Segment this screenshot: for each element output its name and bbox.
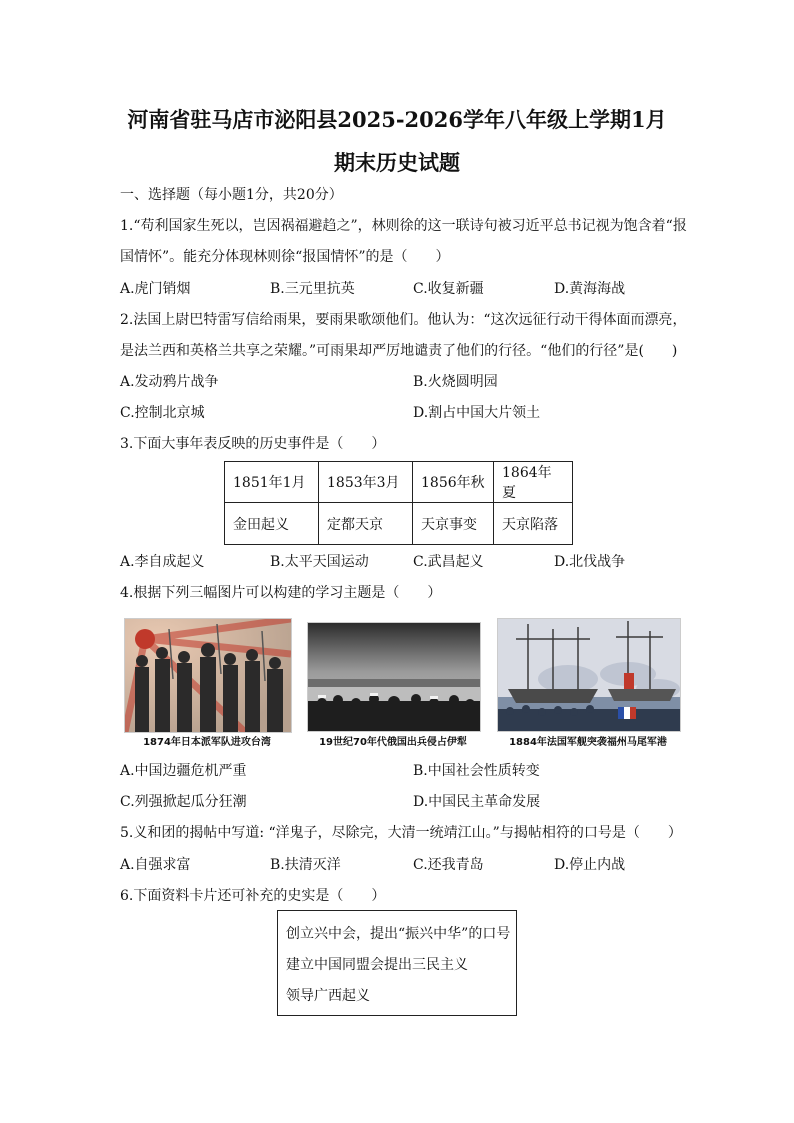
image-caption: 1874年日本派军队进攻台湾 — [143, 737, 271, 748]
image-caption: 19世纪70年代俄国出兵侵占伊犁 — [319, 737, 467, 748]
timeline-event: 定都天京 — [319, 503, 413, 545]
card-line: 领导广西起义 — [286, 988, 370, 1004]
image-caption: 1884年法国军舰突袭福州马尾军港 — [509, 737, 667, 748]
question-4-option-a[interactable]: A.中国边疆危机严重 — [120, 763, 247, 779]
question-4-option-c[interactable]: C.列强掀起瓜分狂潮 — [120, 794, 247, 810]
question-2-option-c[interactable]: C.控制北京城 — [120, 405, 205, 421]
question-5-option-b[interactable]: B.扶清灭洋 — [270, 857, 341, 873]
timeline-event: 天京陷落 — [494, 503, 573, 545]
question-1-option-a[interactable]: A.虎门销烟 — [120, 281, 191, 297]
question-5-stem: 5.义和团的揭帖中写道: “洋鬼子，尽除完，大清一统靖江山。”与揭帖相符的口号是（ ） — [120, 825, 682, 841]
question-3-stem: 3.下面大事年表反映的历史事件是（ ） — [120, 436, 386, 452]
question-2-option-a[interactable]: A.发动鸦片战争 — [120, 374, 219, 390]
french-warships-image — [497, 618, 681, 732]
question-3-option-c[interactable]: C.武昌起义 — [413, 554, 484, 570]
question-5-option-a[interactable]: A.自强求富 — [120, 857, 191, 873]
question-1-stem-line-1: 1.“苟利国家生死以，岂因祸福避趋之”，林则徐的这一联诗句被习近平总书记视为饱含着“报 — [120, 218, 687, 234]
question-5-option-d[interactable]: D.停止内战 — [554, 857, 626, 873]
japanese-troops-image — [124, 618, 292, 733]
timeline-table — [224, 461, 573, 545]
question-1-option-d[interactable]: D.黄海海战 — [554, 281, 626, 297]
question-3-option-a[interactable]: A.李自成起义 — [120, 554, 205, 570]
question-5-option-c[interactable]: C.还我青岛 — [413, 857, 484, 873]
card-line: 创立兴中会，提出“振兴中华”的口号 — [286, 926, 511, 942]
page-subtitle: 期末历史试题 — [334, 150, 460, 175]
timeline-event: 天京事变 — [413, 503, 494, 545]
question-1-stem-line-2: 国情怀”。能充分体现林则徐“报国情怀”的是（ ） — [120, 249, 450, 265]
question-3-option-d[interactable]: D.北伐战争 — [554, 554, 626, 570]
question-6-stem: 6.下面资料卡片还可补充的史实是（ ） — [120, 888, 386, 904]
question-4-stem: 4.根据下列三幅图片可以构建的学习主题是（ ） — [120, 585, 442, 601]
question-2-stem-line-2: 是法兰西和英格兰共享之荣耀。”可雨果却严厉地谴责了他们的行径。“他们的行径”是( ) — [120, 343, 678, 359]
timeline-event: 金田起义 — [225, 503, 319, 545]
question-3-option-b[interactable]: B.太平天国运动 — [270, 554, 369, 570]
question-4-option-d[interactable]: D.中国民主革命发展 — [413, 794, 541, 810]
section-heading: 一、选择题（每小题1分，共20分） — [120, 187, 343, 203]
timeline-date: 1851年1月 — [225, 462, 319, 503]
question-2-stem-line-1: 2.法国上尉巴特雷写信给雨果，要雨果歌颂他们。他认为：“这次远征行动干得体面而漂亮， — [120, 312, 687, 328]
question-2-option-d[interactable]: D.割占中国大片领土 — [413, 405, 541, 421]
question-4-option-b[interactable]: B.中国社会性质转变 — [413, 763, 540, 779]
timeline-date: 1853年3月 — [319, 462, 413, 503]
data-card — [277, 910, 517, 1016]
question-1-option-c[interactable]: C.收复新疆 — [413, 281, 484, 297]
question-1-option-b[interactable]: B.三元里抗英 — [270, 281, 355, 297]
card-line: 建立中国同盟会提出三民主义 — [286, 957, 468, 973]
question-2-option-b[interactable]: B.火烧圆明园 — [413, 374, 498, 390]
page-title: 河南省驻马店市泌阳县2025-2026学年八年级上学期1月 — [127, 107, 667, 132]
timeline-date: 1856年秋 — [413, 462, 494, 503]
russian-troops-image — [307, 622, 481, 732]
timeline-date: 1864年夏 — [494, 462, 573, 503]
